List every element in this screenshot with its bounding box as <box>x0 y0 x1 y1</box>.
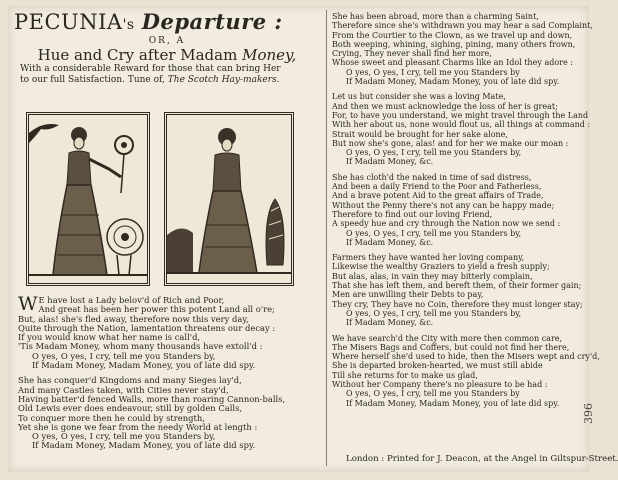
verse-line: Without her Company there's no pleasure to be had : <box>332 379 548 389</box>
title-word-departure: Departure : <box>141 9 283 34</box>
verse-line: She has conquer'd Kingdoms and many Sieges lay'd, <box>18 375 242 386</box>
verse-line: Let us but consider she was a loving Mate, <box>332 92 506 102</box>
refrain-line: If Madam Money, &c. <box>346 318 434 328</box>
subtitle-prefix: to our full Satisfaction. Tune of, <box>20 75 165 85</box>
verse-line: That she has left them, and bereft them, of their former gain; <box>332 281 582 291</box>
title-possessive: 's <box>122 17 135 33</box>
verse-line: Till she returns for to make us glad, <box>332 370 478 380</box>
drop-cap-w: W <box>18 293 38 315</box>
refrain-line: O yes, O yes, I cry, tell me you Standers by, <box>32 350 216 361</box>
verse-line: From the Courtier to the Clown, as we travel up and down, <box>332 30 573 40</box>
verse-line: They cry, They have no Coin, therefore they must longer stay; <box>332 299 583 309</box>
verse-line: To conquer more then he could by strength, <box>18 412 205 423</box>
verse-line: The Misers Bags and Coffers, but could not find her there, <box>332 342 570 352</box>
verse-line: Where herself she'd used to hide, then the Misers wept and cry'd, <box>332 352 600 362</box>
verse-line: Whose sweet and pleasant Charms like an Idol they adore : <box>332 58 573 68</box>
verse-line: And then we must acknowledge the loss of her is great; <box>332 101 558 111</box>
verse-line: Old Lewis ever does endeavour, still by golden Calls, <box>18 403 243 414</box>
verse-line: For, to have you understand, we might travel through the Land <box>332 110 589 120</box>
hue-prefix: Hue and Cry after Madam <box>37 46 238 64</box>
hue-money: Money, <box>242 46 297 64</box>
column-divider <box>326 10 327 466</box>
subtitle-line-2 <box>20 75 320 86</box>
verse-line: And many Castles taken, with Cities never stay'd, <box>18 384 229 395</box>
verse-line: But, alas! she's fled away, therefore now this very day, <box>18 313 249 324</box>
verse-line: 'Tis Madam Money, whom many thousands have extoll'd : <box>18 341 263 352</box>
verse-line: But now she's gone, alas! and for her we make our moan : <box>332 138 569 148</box>
refrain-line: If Madam Money, Madam Money, you of late did spy. <box>32 440 256 451</box>
verse-line: With her about us, none would flout us, all things at command : <box>332 120 591 130</box>
refrain-line: O yes, O yes, I cry, tell me you Standers by <box>346 67 520 77</box>
title-hue-and-cry <box>14 46 320 64</box>
verse-line: Farmers they have wanted her loving company, <box>332 253 525 263</box>
verse-line: Having batter'd fenced Walls, more than roaring Cannon-balls, <box>18 393 286 404</box>
verse-line: Yet she is gone we fear from the needy World at length : <box>18 421 258 432</box>
ballad-title <box>14 10 320 37</box>
verse-line: She is departed broken-hearted, we must still abide <box>332 361 543 371</box>
tune-name: The Scotch Hay-makers. <box>167 75 280 85</box>
title-or-a: OR, A <box>148 36 186 46</box>
woodcut-lady-in-landscape <box>164 112 294 286</box>
title-word-pecunia: PECUNIA <box>14 10 123 34</box>
verse-line: Quite through the Nation, lamentation threatens our decay : <box>18 322 276 333</box>
verse-line: She has been abroad, more than a charming Saint, <box>332 12 539 21</box>
refrain-line: O yes, O yes, I cry, tell me you Standers by, <box>346 228 522 238</box>
refrain-line: If Madam Money, Madam Money, you of late did spy. <box>32 360 256 371</box>
refrain-line: If Madam Money, &c. <box>346 157 434 167</box>
verse-line: W E have lost a Lady belov'd of Rich and Poor, <box>18 293 225 315</box>
woodcut-lady-landscape-image <box>167 115 291 283</box>
verse-line: Likewise the wealthy Graziers to yield a fresh supply; <box>332 262 550 272</box>
verse-line: Both weeping, whining, sighing, pining, many others frown, <box>332 39 576 49</box>
verse-line: And a brave potent Aid to the great affairs of Trade, <box>332 191 544 201</box>
verse-line: And great has been her power this potent Land all o're; <box>38 304 275 315</box>
verse-line: Therefore since she's withdrawn you may hear a sad Complaint, <box>332 21 593 31</box>
refrain-line: If Madam Money, Madam Money, you of late did spy. <box>346 398 560 408</box>
verse-line: She has cloth'd the naked in time of sad distress, <box>332 172 532 182</box>
verse-line: Strait would be brought for her sake alone, <box>332 129 508 139</box>
refrain-line: O yes, O yes, I cry, tell me you Standers by, <box>32 431 216 442</box>
woodcut-lady-peacock-image <box>29 115 147 283</box>
verse-line: A speedy hue and cry through the Nation now we send : <box>332 219 561 229</box>
verse-line: Without the Penny there's not any can be happy made; <box>332 200 555 210</box>
printer-imprint: London : Printed for J. Deacon, at the Angel in Giltspur-Street. <box>346 454 618 464</box>
right-column-verses <box>332 12 600 408</box>
woodcut-lady-with-peacock <box>26 112 150 286</box>
left-column-verses <box>18 293 286 451</box>
title-block <box>14 10 320 86</box>
verse-line: Therefore to find out our loving Friend, <box>332 209 493 219</box>
verse-line: But alas, alas, in vain they may bitterly complain, <box>332 271 533 281</box>
refrain-line: O yes, O yes, I cry, tell me you Standers by, <box>346 308 522 318</box>
verse-line: We have search'd the City with more then common care, <box>332 333 563 343</box>
broadside-sheet <box>8 6 618 472</box>
verse-line: Men are unwilling their Debts to pay, <box>332 290 484 300</box>
verse-line: Crying, They never shall find her more, <box>332 49 492 59</box>
verse-line: And been a daily Friend to the Poor and Fatherless, <box>332 182 542 192</box>
shelf-mark: 396 <box>582 403 595 424</box>
refrain-line: O yes, O yes, I cry, tell me you Standers by <box>346 389 520 399</box>
refrain-line: If Madam Money, Madam Money, you of late did spy. <box>346 77 560 87</box>
refrain-line: O yes, O yes, I cry, tell me you Standers by, <box>346 148 522 158</box>
verse-line: If you would know what her name is call'd, <box>18 332 201 343</box>
subtitle-line-1: With a considerable Reward for those that can bring Her <box>20 64 281 74</box>
refrain-line: If Madam Money, &c. <box>346 237 434 247</box>
